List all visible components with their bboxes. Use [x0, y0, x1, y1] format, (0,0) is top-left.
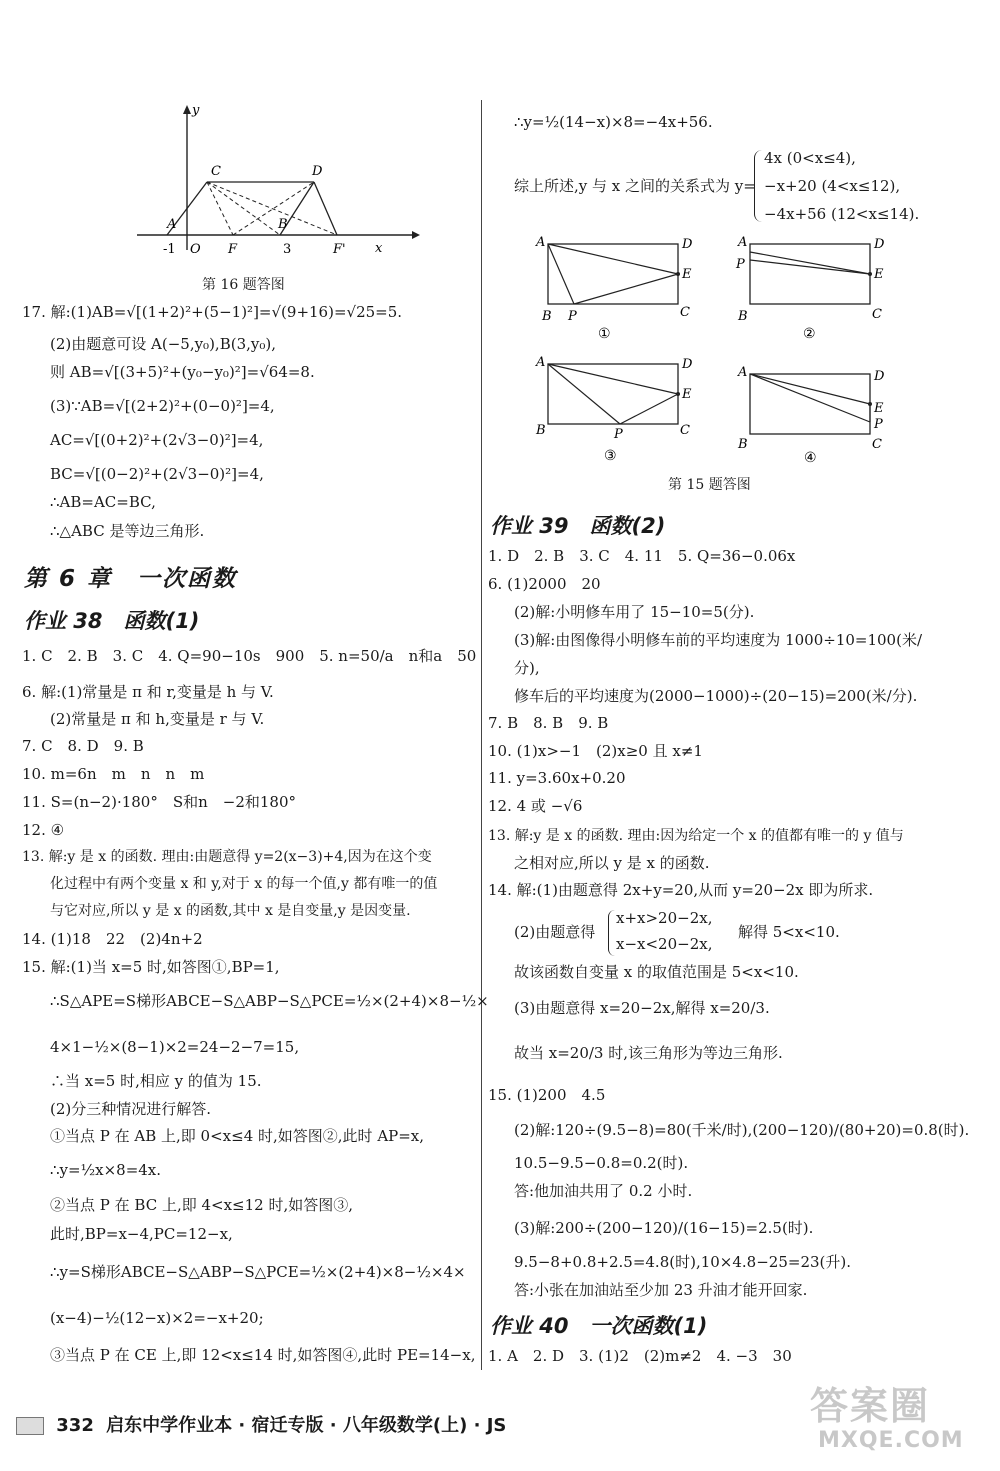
- text-line: 15. (1)200 4.5: [488, 1086, 606, 1104]
- text-line: BC=√[(0−2)²+(2√3−0)²]=4,: [50, 465, 264, 483]
- text-line: (3)解:200÷(200−120)/(16−15)=2.5(时).: [514, 1219, 814, 1237]
- svg-text:④: ④: [804, 450, 817, 466]
- text-line: ②当点 P 在 BC 上,即 4<x≤12 时,如答图③,: [50, 1196, 354, 1214]
- text-line: 1. C 2. B 3. C 4. Q=90−10s 900 5. n=50/a n和a 50: [22, 647, 477, 665]
- text-line: 14. (1)18 22 (2)4n+2: [22, 930, 203, 948]
- text-line: 7. B 8. B 9. B: [488, 714, 609, 732]
- text-line: −4x+56 (12<x≤14).: [764, 205, 920, 223]
- text-line: 4x (0<x≤4),: [764, 149, 856, 167]
- text-line: (x−4)−½(12−x)×2=−x+20;: [50, 1309, 264, 1327]
- svg-text:③: ③: [604, 448, 617, 464]
- text-line: 1. A 2. D 3. (1)2 (2)m≠2 4. −3 30: [488, 1347, 792, 1365]
- text-line: 分),: [514, 659, 540, 677]
- text-line: ①当点 P 在 AB 上,即 0<x≤4 时,如答图②,此时 AP=x,: [50, 1127, 425, 1145]
- text-line: ∴y=S梯形ABCE−S△ABP−S△PCE=½×(2+4)×8−½×4×: [50, 1263, 466, 1281]
- page-footer: [16, 1411, 506, 1437]
- watermark-url: MXQE.COM: [818, 1428, 964, 1453]
- publisher-logo-icon: [16, 1417, 44, 1435]
- text-line: (2)常量是 π 和 h,变量是 r 与 V.: [50, 710, 265, 728]
- text-line: 之相对应,所以 y 是 x 的函数.: [514, 854, 710, 872]
- svg-text:E: E: [874, 401, 884, 416]
- text-line: ∴△ABC 是等边三角形.: [50, 522, 205, 540]
- svg-text:A: A: [738, 235, 748, 250]
- text-line: (2)解:120÷(9.5−8)=80(千米/时),(200−120)/(80+20)=0.8(时).: [514, 1121, 970, 1139]
- svg-text:C: C: [680, 423, 690, 438]
- svg-text:D: D: [312, 164, 323, 179]
- svg-text:B: B: [738, 437, 748, 452]
- svg-text:3: 3: [283, 242, 292, 257]
- text-line: ③当点 P 在 CE 上,即 12<x≤14 时,如答图④,此时 PE=14−x,: [50, 1346, 476, 1364]
- text-line: 答:他加油共用了 0.2 小时.: [514, 1182, 693, 1200]
- text-line: 6. 解:(1)常量是 π 和 r,变量是 h 与 V.: [22, 683, 274, 701]
- watermark-logo: 答案圈: [810, 1384, 931, 1428]
- homework-40-heading: 作业 40 一次函数(1): [490, 1314, 708, 1338]
- svg-text:C: C: [211, 164, 221, 179]
- text-line: 化过程中有两个变量 x 和 y,对于 x 的每一个值,y 都有唯一的值: [50, 876, 438, 892]
- svg-text:D: D: [682, 357, 693, 372]
- text-line: ∴S△APE=S梯形ABCE−S△ABP−S△PCE=½×(2+4)×8−½×: [50, 992, 489, 1010]
- text-line: (2)由题意可设 A(−5,y₀),B(3,y₀),: [50, 335, 276, 353]
- text-line: 17. 解:(1)AB=√[(1+2)²+(5−1)²]=√(9+16)=√25=5.: [22, 303, 403, 321]
- text-line: 12. 4 或 −√6: [488, 797, 583, 815]
- text-line: ∴y=½(14−x)×8=−4x+56.: [514, 113, 713, 131]
- page-number: 332: [56, 1415, 94, 1436]
- text-line: 6. (1)2000 20: [488, 575, 601, 593]
- text-line: 故当 x=20/3 时,该三角形为等边三角形.: [514, 1044, 783, 1062]
- text-line: 10. (1)x>−1 (2)x≥0 且 x≠1: [488, 742, 703, 760]
- svg-text:D: D: [682, 237, 693, 252]
- homework-39-heading: 作业 39 函数(2): [490, 514, 666, 538]
- svg-text:B: B: [536, 423, 546, 438]
- text-line: 10. m=6n m n n m: [22, 765, 205, 783]
- text-line: ∴AB=AC=BC,: [50, 493, 156, 511]
- svg-text:D: D: [874, 237, 885, 252]
- text-line: 15. 解:(1)当 x=5 时,如答图①,BP=1,: [22, 958, 280, 976]
- text-line: ∴当 x=5 时,相应 y 的值为 15.: [50, 1072, 262, 1090]
- text-line: x−x<20−2x,: [616, 935, 713, 953]
- text-line: (2)分三种情况进行解答.: [50, 1100, 212, 1118]
- svg-text:B: B: [278, 217, 288, 232]
- homework-38-heading: 作业 38 函数(1): [24, 609, 200, 633]
- svg-text:B: B: [738, 309, 748, 324]
- text-line: (3)由题意得 x=20−2x,解得 x=20/3.: [514, 999, 770, 1017]
- text-line: 12. ④: [22, 821, 65, 839]
- figure-15-caption: 第 15 题答图: [668, 477, 751, 493]
- text-line: 答:小张在加油站至少加 23 升油才能开回家.: [514, 1281, 808, 1299]
- svg-text:P: P: [874, 417, 883, 432]
- svg-text:②: ②: [803, 326, 816, 342]
- svg-text:D: D: [874, 369, 885, 384]
- text-line: 则 AB=√[(3+5)²+(y₀−y₀)²]=√64=8.: [50, 363, 315, 381]
- svg-text:P: P: [736, 257, 745, 272]
- svg-text:A: A: [536, 355, 546, 370]
- svg-text:A: A: [738, 365, 748, 380]
- figure-16: [137, 100, 427, 260]
- text-line: 13. 解:y 是 x 的函数. 理由:因为给定一个 x 的值都有唯一的 y 值与: [488, 828, 904, 844]
- svg-text:C: C: [872, 307, 882, 322]
- text-line: 故该函数自变量 x 的取值范围是 5<x<10.: [514, 963, 799, 981]
- text-line: 修车后的平均速度为(2000−1000)÷(20−15)=200(米/分).: [514, 687, 918, 705]
- chapter-heading: 第 6 章 一次函数: [24, 566, 238, 592]
- svg-text:x: x: [375, 241, 383, 256]
- svg-text:①: ①: [598, 326, 611, 342]
- svg-text:-1: -1: [163, 242, 176, 257]
- text-line: AC=√[(0+2)²+(2√3−0)²]=4,: [50, 431, 264, 449]
- text-line: (3)解:由图像得小明修车前的平均速度为 1000÷10=100(米/: [514, 631, 923, 649]
- text-line: −x+20 (4<x≤12),: [764, 177, 901, 195]
- text-line: (2)由题意得: [514, 923, 596, 941]
- svg-text:B: B: [542, 309, 552, 324]
- book-title: 启东中学作业本 · 宿迁专版 · 八年级数学(上) · JS: [106, 1415, 507, 1436]
- text-line: ∴y=½x×8=4x.: [50, 1161, 162, 1179]
- text-line: x+x>20−2x,: [616, 909, 713, 927]
- svg-text:C: C: [680, 305, 690, 320]
- svg-text:y: y: [192, 103, 200, 118]
- text-line: 4×1−½×(8−1)×2=24−2−7=15,: [50, 1038, 300, 1056]
- svg-text:P: P: [568, 309, 577, 324]
- text-line: 9.5−8+0.8+2.5=4.8(时),10×4.8−25=23(升).: [514, 1253, 852, 1271]
- text-line: 11. S=(n−2)·180° S和n −2和180°: [22, 793, 297, 811]
- text-line: 此时,BP=x−4,PC=12−x,: [50, 1225, 233, 1243]
- text-line: 13. 解:y 是 x 的函数. 理由:由题意得 y=2(x−3)+4,因为在这个变: [22, 849, 432, 865]
- svg-text:A: A: [536, 235, 546, 250]
- figure-16-caption: 第 16 题答图: [202, 277, 285, 293]
- text-line: 14. 解:(1)由题意得 2x+y=20,从而 y=20−2x 即为所求.: [488, 881, 874, 899]
- text-line: 解得 5<x<10.: [738, 923, 840, 941]
- svg-text:F': F': [333, 242, 346, 257]
- text-line: 10.5−9.5−0.8=0.2(时).: [514, 1154, 689, 1172]
- svg-text:E: E: [682, 387, 692, 402]
- text-line: 7. C 8. D 9. B: [22, 737, 144, 755]
- svg-text:E: E: [874, 267, 884, 282]
- text-line: 综上所述,y 与 x 之间的关系式为 y=: [514, 177, 756, 195]
- text-line: (3)∵AB=√[(2+2)²+(0−0)²]=4,: [50, 397, 275, 415]
- svg-text:A: A: [167, 217, 177, 232]
- svg-text:F: F: [228, 242, 238, 257]
- text-line: (2)解:小明修车用了 15−10=5(分).: [514, 603, 755, 621]
- column-divider: [481, 100, 482, 1370]
- svg-text:O: O: [190, 242, 201, 257]
- figure-15: [528, 232, 898, 472]
- text-line: 1. D 2. B 3. C 4. 11 5. Q=36−0.06x: [488, 547, 796, 565]
- svg-text:C: C: [872, 437, 882, 452]
- svg-text:P: P: [614, 427, 623, 442]
- text-line: 11. y=3.60x+0.20: [488, 769, 626, 787]
- svg-text:E: E: [682, 267, 692, 282]
- text-line: 与它对应,所以 y 是 x 的函数,其中 x 是自变量,y 是因变量.: [50, 903, 411, 919]
